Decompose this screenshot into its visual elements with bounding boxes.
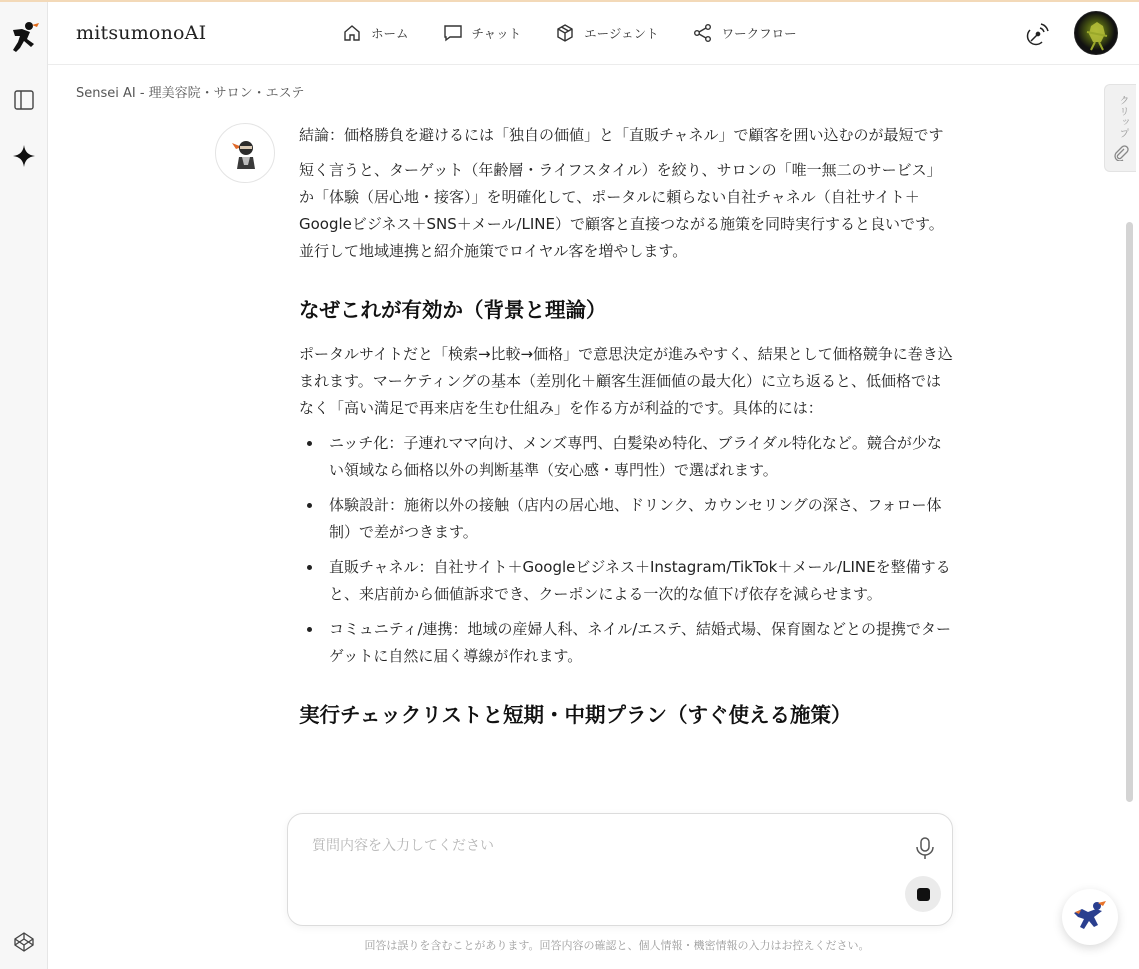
- nav-chat-label: チャット: [471, 26, 522, 41]
- nav-agent[interactable]: [555, 21, 659, 45]
- scrollbar-thumb[interactable]: [1126, 222, 1133, 802]
- chat-composer: [287, 813, 953, 926]
- microphone-icon[interactable]: [914, 836, 936, 860]
- list-item: コミュニティ/連携：地域の産婦人科、ネイル/エステ、結婚式場、保育園などとの提携でターゲットに自然に届く導線が作れます。: [299, 616, 954, 670]
- section-body-why: ポータルサイトだと「検索→比較→価格」で意思決定が進みやすく、結果として価格競争に巻き込まれます。マーケティングの基本（差別化＋顧客生涯価値の最大化）に立ち返ると、低価格ではなく「高い満足で再来店を生む仕組み」を作る方が利益的です。具体的には：: [299, 345, 953, 417]
- list-item: 直販チャネル：自社サイト＋Googleビジネス＋Instagram/TikTok＋メール/LINEを整備すると、来店前から価値訴求でき、クーポンによる一次的な値下げ依存を減らせます。: [299, 554, 954, 608]
- clip-tab-label: クリップ: [1117, 95, 1128, 139]
- assistant-avatar: [215, 123, 275, 183]
- disclaimer-text: 回答は誤りを含むことがあります。回答内容の確認と、個人情報・機密情報の入力はお控えください。: [364, 939, 870, 952]
- assistant-message: [299, 122, 954, 806]
- codepen-icon[interactable]: [10, 928, 38, 956]
- section-heading-why: なぜこれが有効か（背景と理論）: [299, 298, 607, 322]
- ninja-logo-icon[interactable]: [8, 20, 40, 54]
- user-avatar[interactable]: [1074, 11, 1118, 55]
- sparkle-icon[interactable]: [10, 142, 38, 170]
- list-item: 体験設計：施術以外の接触（店内の居心地、ドリンク、カウンセリングの深さ、フォロー体制）で差がつきます。: [299, 492, 954, 546]
- nav-home[interactable]: [342, 21, 409, 45]
- cube-icon: [555, 23, 575, 43]
- sidebar-toggle-icon[interactable]: [10, 86, 38, 114]
- question-input[interactable]: [312, 834, 872, 858]
- nav-workflow-label: ワークフロー: [721, 26, 797, 41]
- chat-icon: [443, 23, 463, 43]
- home-icon: [342, 23, 362, 43]
- share-nodes-icon: [693, 23, 713, 43]
- ninja-avatar-icon: [228, 135, 262, 171]
- ninja-mascot-icon: [1072, 899, 1108, 935]
- floating-assistant-button[interactable]: [1062, 889, 1118, 945]
- nav-agent-label: エージェント: [584, 26, 659, 41]
- main-nav: [342, 21, 831, 45]
- nav-chat[interactable]: [443, 21, 522, 45]
- signal-icon[interactable]: [1026, 22, 1050, 46]
- list-item: ニッチ化：子連れママ向け、メンズ専門、白髪染め特化、ブライダル特化など。競合が少ない領域なら価格以外の判断基準（安心感・専門性）で選ばれます。: [299, 430, 954, 484]
- clip-tab[interactable]: [1104, 84, 1136, 172]
- stop-icon: [917, 888, 930, 901]
- stop-button[interactable]: [905, 876, 941, 912]
- paperclip-icon: [1113, 145, 1129, 161]
- nav-home-label: ホーム: [371, 26, 409, 41]
- section-heading-checklist: 実行チェックリストと短期・中期プラン（すぐ使える施策）: [299, 703, 852, 727]
- message-summary: 短く言うと、ターゲット（年齢層・ライフスタイル）を絞り、サロンの「唯一無二のサービス」か「体験（居心地・接客）」を明確化して、ポータルに頼らない自社チャネル（自社サイト＋Googleビジネス＋SNS＋メール/LINE）で顧客と直接つながる施策を同時実行すると良いです。並行して地域連携と紹介施策でロイヤル客を増やします。: [299, 161, 944, 260]
- breadcrumb: Sensei AI - 理美容院・サロン・エステ: [76, 86, 305, 101]
- bullet-list: [299, 430, 954, 670]
- brand-title[interactable]: mitsumonoAI: [76, 22, 207, 44]
- message-conclusion: 結論：価格勝負を避けるには「独自の価値」と「直販チャネル」で顧客を囲い込むのが最短です: [299, 126, 944, 144]
- left-rail: [0, 2, 48, 969]
- top-header: [48, 2, 1139, 65]
- nav-workflow[interactable]: [693, 21, 797, 45]
